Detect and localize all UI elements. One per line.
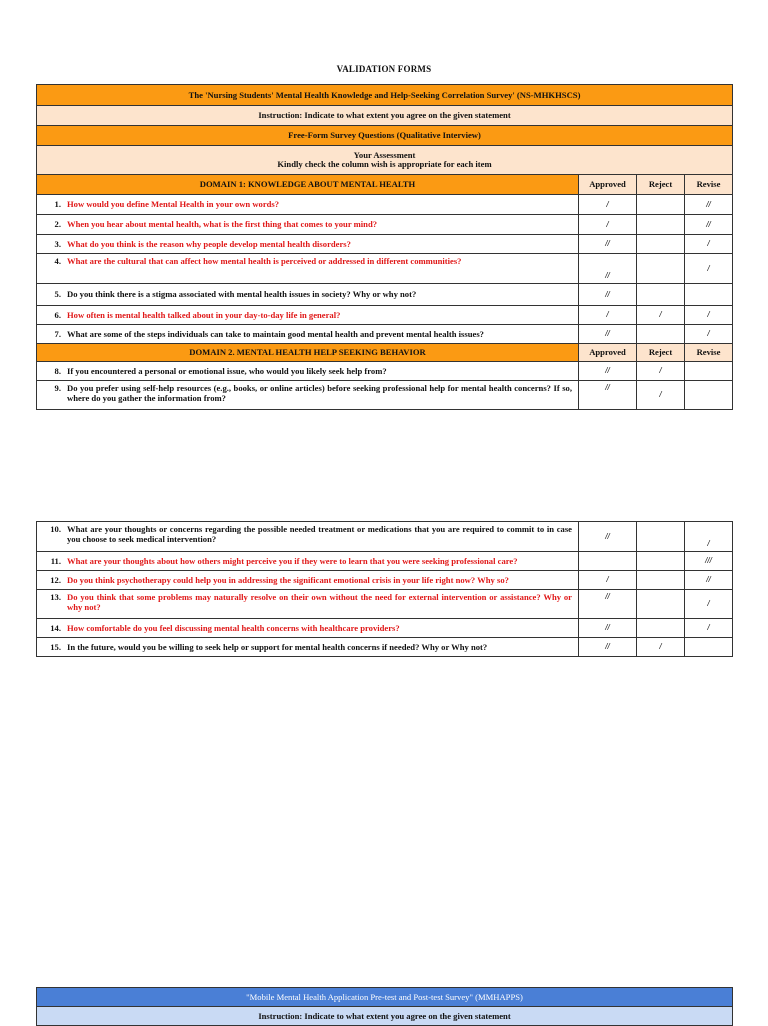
question-text: Do you prefer using self-help resources (e.g., books, or online articles) before seeking professional help for mental health concerns? If so, where do you gather the information from? bbox=[67, 383, 572, 404]
validation-table-continued bbox=[36, 521, 733, 657]
question-number: 9. bbox=[54, 383, 61, 393]
reject-mark[interactable] bbox=[637, 235, 685, 254]
col-approved: Approved bbox=[579, 175, 637, 195]
approved-mark[interactable]: // bbox=[579, 638, 637, 657]
question-text: How comfortable do you feel discussing mental health concerns with healthcare providers? bbox=[67, 622, 400, 633]
revise-mark[interactable]: / bbox=[685, 254, 733, 284]
revise-mark[interactable]: / bbox=[685, 619, 733, 638]
approved-mark[interactable]: // bbox=[579, 284, 637, 306]
question-row bbox=[37, 362, 733, 381]
question-number: 5. bbox=[54, 289, 61, 300]
reject-mark[interactable] bbox=[637, 195, 685, 215]
approved-mark[interactable]: // bbox=[579, 381, 637, 410]
survey-instruction: Instruction: Indicate to what extent you agree on the given statement bbox=[37, 106, 733, 126]
approved-mark[interactable]: // bbox=[579, 590, 637, 619]
reject-mark[interactable] bbox=[637, 619, 685, 638]
question-text: Do you think there is a stigma associated with mental health issues in society? Why or why not? bbox=[67, 289, 417, 300]
col-approved: Approved bbox=[579, 344, 637, 362]
question-number: 2. bbox=[54, 219, 61, 230]
assessment-instructions bbox=[37, 146, 733, 175]
question-text: What are your thoughts about how others might perceive you if they were to learn that you were seeking professional care? bbox=[67, 555, 518, 566]
approved-mark[interactable]: // bbox=[579, 235, 637, 254]
question-text: Do you think psychotherapy could help you in addressing the significant emotional crisis in your life right now? Why so? bbox=[67, 574, 509, 585]
validation-table-mmhapps bbox=[36, 987, 733, 1026]
revise-mark[interactable]: / bbox=[685, 306, 733, 325]
approved-mark[interactable]: // bbox=[579, 254, 637, 284]
question-row bbox=[37, 195, 733, 215]
question-text: What are the cultural that can affect how mental health is perceived or addressed in different communities? bbox=[67, 256, 462, 266]
approved-mark[interactable]: // bbox=[579, 619, 637, 638]
revise-mark[interactable]: /// bbox=[685, 552, 733, 571]
reject-mark[interactable] bbox=[637, 254, 685, 284]
validation-table-ns-mhkhscs bbox=[36, 84, 733, 410]
approved-mark[interactable]: / bbox=[579, 215, 637, 235]
reject-mark[interactable]: / bbox=[637, 381, 685, 410]
question-row bbox=[37, 619, 733, 638]
reject-mark[interactable] bbox=[637, 325, 685, 344]
reject-mark[interactable] bbox=[637, 522, 685, 552]
reject-mark[interactable]: / bbox=[637, 362, 685, 381]
revise-mark[interactable]: / bbox=[685, 235, 733, 254]
question-number: 7. bbox=[54, 328, 61, 339]
revise-mark[interactable]: // bbox=[685, 215, 733, 235]
question-text: What are some of the steps individuals can take to maintain good mental health and prevent mental health issues? bbox=[67, 328, 484, 339]
question-text: If you encountered a personal or emotional issue, who would you likely seek help from? bbox=[67, 365, 387, 376]
approved-mark[interactable]: // bbox=[579, 325, 637, 344]
question-number: 4. bbox=[54, 256, 61, 266]
question-row bbox=[37, 552, 733, 571]
question-number: 8. bbox=[54, 365, 61, 376]
reject-mark[interactable] bbox=[637, 590, 685, 619]
reject-mark[interactable] bbox=[637, 284, 685, 306]
approved-mark[interactable]: // bbox=[579, 362, 637, 381]
revise-mark[interactable] bbox=[685, 638, 733, 657]
question-row bbox=[37, 325, 733, 344]
question-row bbox=[37, 284, 733, 306]
col-revise: Revise bbox=[685, 344, 733, 362]
question-row bbox=[37, 638, 733, 657]
question-row bbox=[37, 254, 733, 284]
question-row bbox=[37, 381, 733, 410]
revise-mark[interactable] bbox=[685, 284, 733, 306]
col-revise: Revise bbox=[685, 175, 733, 195]
assessment-note: Kindly check the column wish is appropriate for each item bbox=[277, 159, 492, 169]
reject-mark[interactable] bbox=[637, 215, 685, 235]
question-text: What do you think is the reason why people develop mental health disorders? bbox=[67, 238, 351, 249]
col-reject: Reject bbox=[637, 344, 685, 362]
reject-mark[interactable]: / bbox=[637, 638, 685, 657]
question-number: 11. bbox=[50, 555, 61, 566]
reject-mark[interactable] bbox=[637, 571, 685, 590]
survey-title: The 'Nursing Students' Mental Health Knowledge and Help-Seeking Correlation Survey' (NS-MHKHSCS) bbox=[37, 85, 733, 106]
question-text: What are your thoughts or concerns regarding the possible needed treatment or medications that you are required to commit to in case you choose to seek medical intervention? bbox=[67, 524, 572, 545]
question-number: 6. bbox=[54, 309, 61, 320]
assessment-title: Your Assessment bbox=[353, 149, 416, 160]
question-number: 10. bbox=[50, 524, 61, 534]
reject-mark[interactable]: / bbox=[637, 306, 685, 325]
approved-mark[interactable] bbox=[579, 552, 637, 571]
revise-mark[interactable]: // bbox=[685, 195, 733, 215]
question-number: 13. bbox=[50, 592, 61, 602]
approved-mark[interactable]: / bbox=[579, 306, 637, 325]
mmhapps-instruction: Instruction: Indicate to what extent you agree on the given statement bbox=[37, 1007, 733, 1026]
domain-2-header: DOMAIN 2. MENTAL HEALTH HELP SEEKING BEHAVIOR bbox=[37, 344, 579, 362]
question-text: When you hear about mental health, what is the first thing that comes to your mind? bbox=[67, 219, 378, 230]
approved-mark[interactable]: / bbox=[579, 195, 637, 215]
question-row bbox=[37, 306, 733, 325]
question-number: 15. bbox=[50, 641, 61, 652]
revise-mark[interactable]: / bbox=[685, 522, 733, 552]
domain-1-header: DOMAIN 1: KNOWLEDGE ABOUT MENTAL HEALTH bbox=[37, 175, 579, 195]
reject-mark[interactable] bbox=[637, 552, 685, 571]
question-row bbox=[37, 590, 733, 619]
page-heading: VALIDATION FORMS bbox=[336, 64, 432, 74]
question-text: How often is mental health talked about in your day-to-day life in general? bbox=[67, 309, 341, 320]
question-text: In the future, would you be willing to seek help or support for mental health concerns if needed? Why or Why not? bbox=[67, 641, 488, 652]
approved-mark[interactable]: // bbox=[579, 522, 637, 552]
question-text: How would you define Mental Health in your own words? bbox=[67, 199, 280, 210]
question-row bbox=[37, 215, 733, 235]
question-number: 14. bbox=[50, 622, 61, 633]
revise-mark[interactable]: / bbox=[685, 590, 733, 619]
revise-mark[interactable]: / bbox=[685, 325, 733, 344]
question-row bbox=[37, 522, 733, 552]
question-row bbox=[37, 235, 733, 254]
section-title: Free-Form Survey Questions (Qualitative Interview) bbox=[37, 126, 733, 146]
mmhapps-title: "Mobile Mental Health Application Pre-test and Post-test Survey" (MMHAPPS) bbox=[37, 988, 733, 1007]
approved-mark[interactable]: / bbox=[579, 571, 637, 590]
revise-mark[interactable]: // bbox=[685, 571, 733, 590]
question-row bbox=[37, 571, 733, 590]
question-text: Do you think that some problems may naturally resolve on their own without the need for external intervention or assistance? Why or why not? bbox=[67, 592, 572, 613]
col-reject: Reject bbox=[637, 175, 685, 195]
revise-mark[interactable] bbox=[685, 381, 733, 410]
revise-mark[interactable] bbox=[685, 362, 733, 381]
question-number: 12. bbox=[50, 574, 61, 585]
question-number: 1. bbox=[54, 199, 61, 210]
question-number: 3. bbox=[54, 238, 61, 249]
